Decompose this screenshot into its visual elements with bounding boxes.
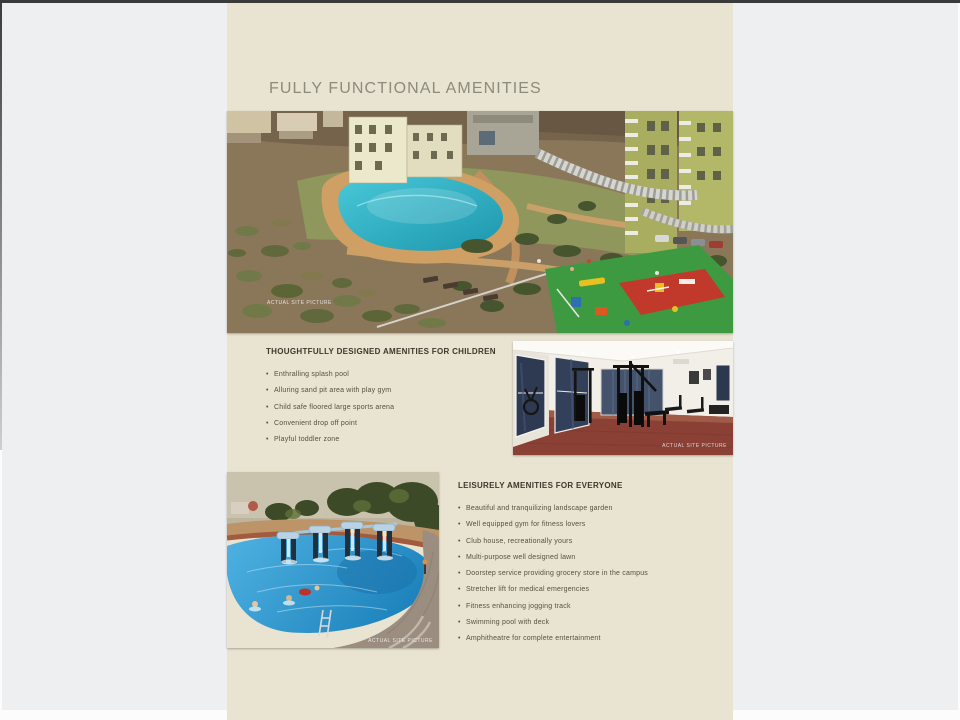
aerial-site-photo xyxy=(227,111,733,333)
gym-photo-caption: ACTUAL SITE PICTURE xyxy=(662,443,727,449)
amenity-item: • Beautiful and tranquilizing landscape garden xyxy=(458,501,730,517)
page-title: FULLY FUNCTIONAL AMENITIES xyxy=(269,80,542,97)
amenity-item: • Amphitheatre for complete entertainment xyxy=(458,631,730,647)
pool-illustration xyxy=(227,472,439,648)
everyone-amenities-heading: LEISURELY AMENITIES FOR EVERYONE xyxy=(458,481,623,490)
pool-site-photo xyxy=(227,472,439,648)
amenity-item: • Swimming pool with deck xyxy=(458,615,730,631)
gym-illustration xyxy=(513,341,733,455)
amenity-item: • Doorstep service providing grocery store in the campus xyxy=(458,566,730,582)
aerial-site-illustration xyxy=(227,111,733,333)
aerial-photo-caption: ACTUAL SITE PICTURE xyxy=(267,300,332,306)
frame-left-border xyxy=(0,0,2,450)
everyone-amenities-list xyxy=(458,501,730,648)
amenity-item: • Child safe floored large sports arena xyxy=(266,400,526,416)
frame-top-border xyxy=(0,0,960,3)
amenity-item: • Multi-purpose well designed lawn xyxy=(458,550,730,566)
children-amenities-section xyxy=(266,347,526,448)
amenity-item: • Stretcher lift for medical emergencies xyxy=(458,582,730,598)
gym-site-photo xyxy=(513,341,733,455)
amenity-item: • Fitness enhancing jogging track xyxy=(458,599,730,615)
amenity-item: • Enthralling splash pool xyxy=(266,367,526,383)
children-amenities-list xyxy=(266,367,526,448)
everyone-amenities-section xyxy=(458,481,730,648)
brochure-page xyxy=(227,0,733,720)
children-amenities-heading: THOUGHTFULLY DESIGNED AMENITIES FOR CHILDREN xyxy=(266,347,496,356)
amenity-item: • Convenient drop off point xyxy=(266,416,526,432)
amenity-item: • Alluring sand pit area with play gym xyxy=(266,383,526,399)
amenity-item: • Club house, recreationally yours xyxy=(458,534,730,550)
amenity-item: • Playful toddler zone xyxy=(266,432,526,448)
pool-photo-caption: ACTUAL SITE PICTURE xyxy=(368,638,433,644)
amenity-item: • Well equipped gym for fitness lovers xyxy=(458,517,730,533)
